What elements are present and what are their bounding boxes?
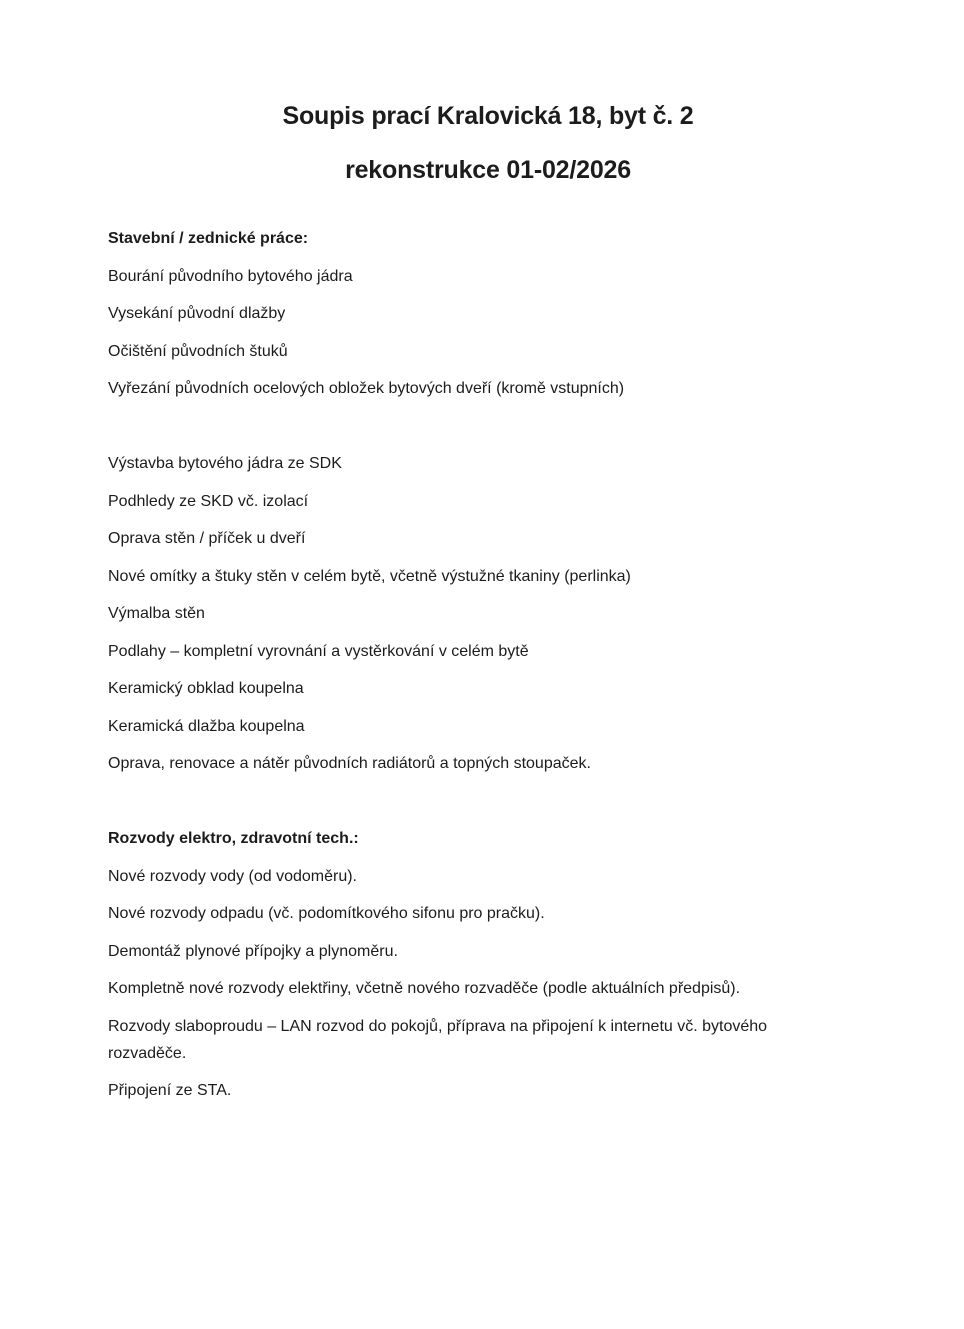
- document-title-line-1: Soupis prací Kralovická 18, byt č. 2: [282, 102, 694, 130]
- paragraph: Nové omítky a štuky stěn v celém bytě, včetně výstužné tkaniny (perlinka): [108, 567, 631, 585]
- paragraph-line: Rozvody slaboproudu – LAN rozvod do pokojů, příprava na připojení k internetu vč. bytového: [108, 1017, 768, 1035]
- empty-paragraph: [108, 788, 868, 815]
- paragraph: Očištění původních štuků: [108, 342, 288, 360]
- paragraph: Vyřezání původních ocelových obložek bytových dveří (kromě vstupních): [108, 380, 625, 397]
- paragraph: Keramický obklad koupelna: [108, 680, 304, 697]
- paragraph: Demontáž plynové přípojky a plynoměru.: [108, 942, 398, 960]
- paragraph: Podhledy ze SKD vč. izolací: [108, 492, 309, 510]
- paragraph: Kompletně nové rozvody elektřiny, včetně nového rozvaděče (podle aktuálních předpisů).: [108, 980, 741, 997]
- document-title-line-2: rekonstrukce 01-02/2026: [345, 156, 631, 184]
- paragraph: Keramická dlažba koupelna: [108, 717, 305, 735]
- paragraph: [108, 1013, 868, 1067]
- paragraph: Nové rozvody odpadu (vč. podomítkového sifonu pro pračku).: [108, 905, 545, 922]
- section-construction-works: [108, 225, 868, 815]
- paragraph: Výmalba stěn: [108, 605, 205, 622]
- paragraph: Výstavba bytového jádra ze SDK: [108, 455, 342, 472]
- paragraph: Oprava, renovace a nátěr původních radiátorů a topných stoupaček.: [108, 755, 591, 772]
- paragraph: Připojení ze STA.: [108, 1082, 232, 1099]
- paragraph: Nové rozvody vody (od vodoměru).: [108, 867, 357, 885]
- paragraph: Vysekání původní dlažby: [108, 305, 286, 322]
- section-heading: Stavební / zednické práce:: [108, 230, 309, 247]
- section-electrical-plumbing: [108, 825, 868, 1104]
- paragraph: Bourání původního bytového jádra: [108, 267, 353, 285]
- paragraph: Podlahy – kompletní vyrovnání a vystěrkování v celém bytě: [108, 642, 529, 660]
- empty-paragraph: [108, 413, 868, 440]
- paragraph: Oprava stěn / příček u dveří: [108, 530, 306, 547]
- section-heading: Rozvody elektro, zdravotní tech.:: [108, 830, 359, 847]
- paragraph-line: rozvaděče.: [108, 1044, 187, 1062]
